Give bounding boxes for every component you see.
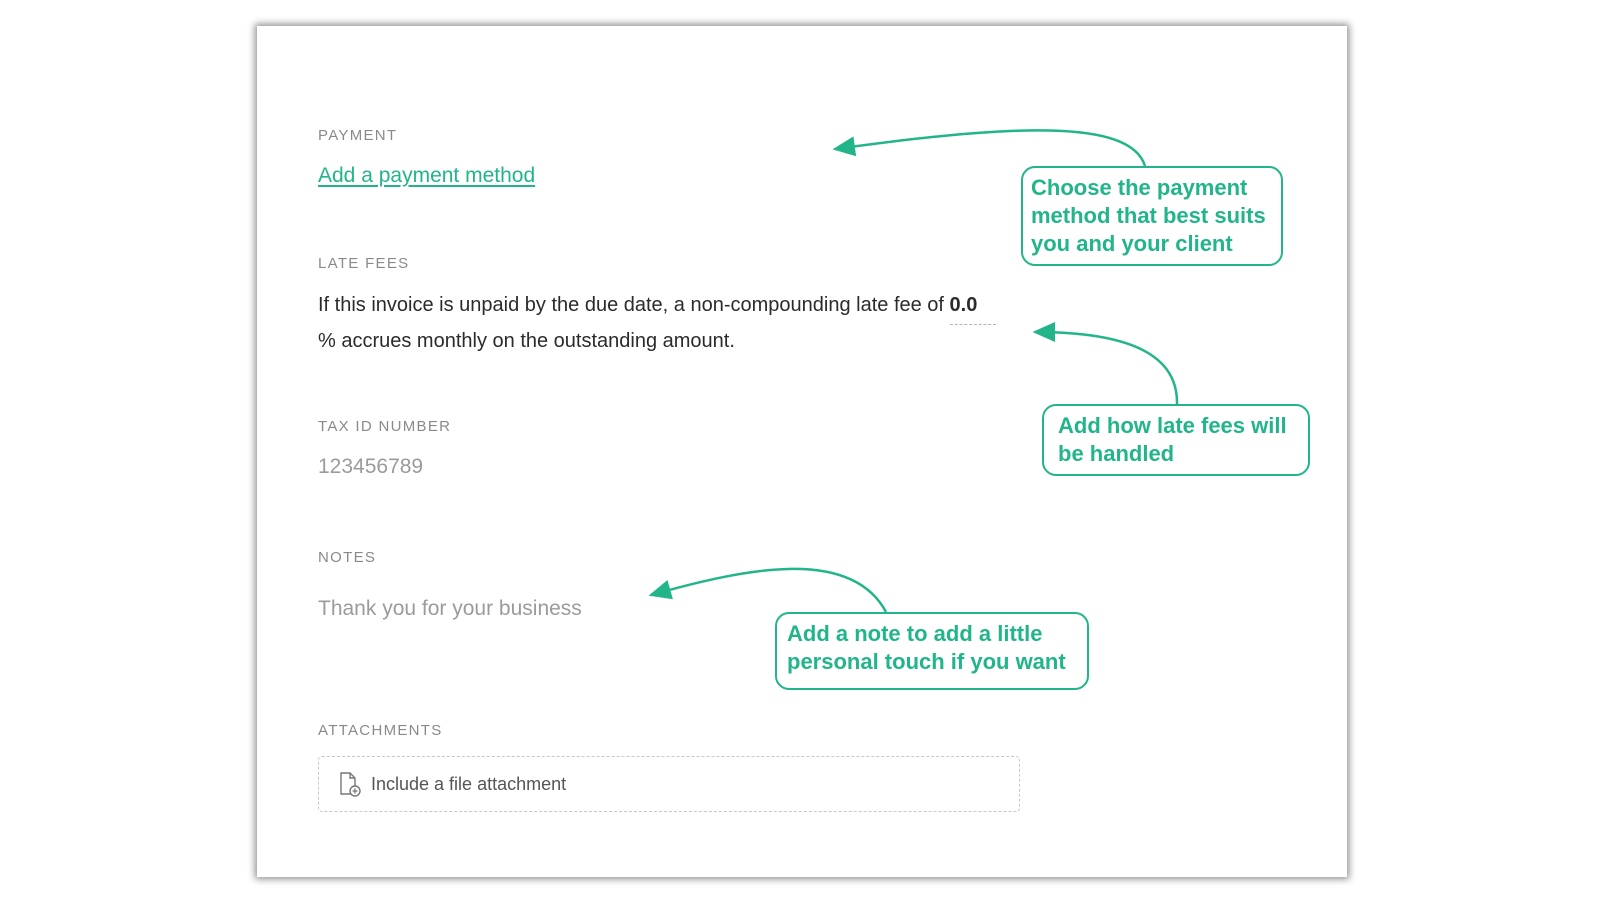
payment-arrow	[835, 130, 1145, 166]
late-fee-text-before: If this invoice is unpaid by the due date, a non-compounding late fee of	[318, 294, 944, 316]
late-fee-text-after: % accrues monthly on the outstanding amount.	[318, 330, 735, 352]
include-file-attachment-label: Include a file attachment	[371, 773, 567, 794]
notes-label: NOTES	[318, 549, 377, 566]
payment-label: PAYMENT	[318, 127, 398, 144]
tax-id-label: TAX ID NUMBER	[318, 418, 452, 435]
late-fees-arrow	[1035, 332, 1177, 404]
payment-callout: Choose the payment method that best suits you and your client	[1021, 166, 1283, 266]
attachments-label: ATTACHMENTS	[318, 722, 443, 739]
notes-field[interactable]: Thank you for your business	[318, 597, 582, 620]
late-fees-callout: Add how late fees will be handled	[1042, 404, 1310, 476]
late-fee-percent-input[interactable]: 0.0	[950, 289, 996, 325]
notes-arrow	[651, 569, 886, 612]
late-fees-label: LATE FEES	[318, 255, 410, 272]
tax-id-field[interactable]: 123456789	[318, 455, 424, 478]
add-payment-method-link[interactable]: Add a payment method	[318, 164, 536, 187]
notes-callout: Add a note to add a little personal touch if you want	[775, 612, 1089, 690]
